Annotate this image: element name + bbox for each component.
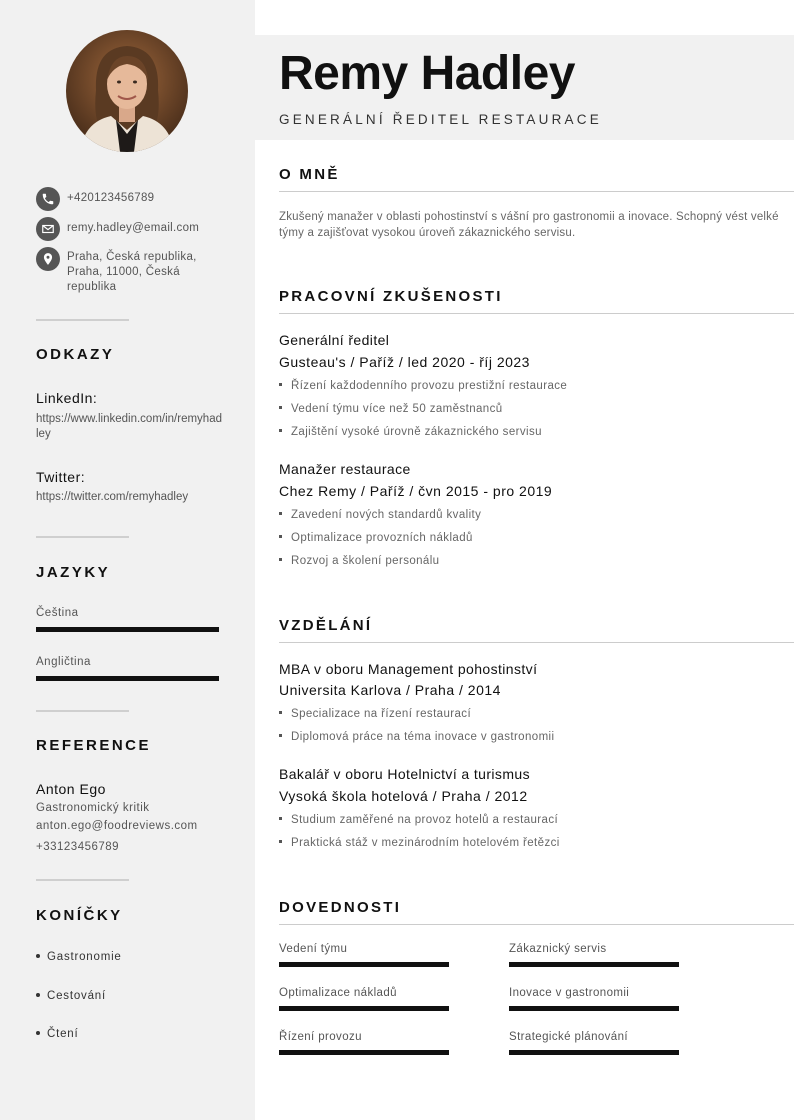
- bullet-text: Vedení týmu více než 50 zaměstnanců: [291, 403, 503, 415]
- education-degree: Bakalář v oboru Hotelnictví a turismus: [279, 766, 530, 782]
- bullet-text: Řízení každodenního provozu prestižní restaurace: [291, 380, 568, 392]
- section-rule: [279, 191, 794, 192]
- section-rule: [279, 642, 794, 643]
- twitter-label: Twitter:: [36, 469, 86, 485]
- bullet-dot: [279, 840, 282, 843]
- job-role: Manažer restaurace: [279, 461, 411, 477]
- about-heading: O MNĚ: [279, 166, 340, 183]
- contact-address: [36, 247, 207, 295]
- contact-email: [36, 217, 217, 241]
- job-bullet: [279, 380, 567, 392]
- linkedin-label: LinkedIn:: [36, 390, 98, 406]
- bullet-dot: [279, 817, 282, 820]
- bullet-text: Specializace na řízení restaurací: [291, 708, 472, 720]
- phone-icon: [36, 187, 60, 211]
- language-name: Angličtina: [36, 656, 91, 668]
- reference-role: Gastronomický kritik: [36, 802, 150, 814]
- job-bullet: [279, 532, 473, 544]
- hobby-item: [36, 990, 106, 1002]
- education-bullet: [279, 814, 558, 826]
- skill-name: Vedení týmu: [279, 943, 348, 955]
- languages-heading: JAZYKY: [36, 564, 111, 581]
- links-heading: ODKAZY: [36, 346, 115, 363]
- sidebar-divider: [36, 710, 129, 712]
- twitter-url[interactable]: https://twitter.com/remyhadley: [36, 491, 189, 503]
- skill-name: Inovace v gastronomii: [509, 987, 630, 999]
- skill-level-bar: [509, 1006, 679, 1011]
- bullet-dot: [279, 383, 282, 386]
- sidebar-divider: [36, 536, 129, 538]
- sidebar-divider: [36, 319, 129, 321]
- hobby-item: [36, 1028, 79, 1040]
- education-bullet: [279, 708, 471, 720]
- education-meta: Universita Karlova / Praha / 2014: [279, 682, 501, 698]
- skill-name: Optimalizace nákladů: [279, 987, 397, 999]
- skills-heading: DOVEDNOSTI: [279, 899, 402, 916]
- bullet-text: Rozvoj a školení personálu: [291, 555, 440, 567]
- language-name: Čeština: [36, 607, 79, 619]
- bullet-dot: [36, 954, 40, 958]
- bullet-dot: [279, 558, 282, 561]
- reference-heading: REFERENCE: [36, 737, 152, 754]
- job-role: Generální ředitel: [279, 332, 390, 348]
- education-heading: VZDĚLÁNÍ: [279, 617, 373, 634]
- bullet-dot: [279, 711, 282, 714]
- bullet-dot: [279, 734, 282, 737]
- skill-level-bar: [509, 1050, 679, 1055]
- bullet-text: Zajištění vysoké úrovně zákaznického servisu: [291, 426, 542, 438]
- job-bullet: [279, 555, 439, 567]
- bullet-dot: [279, 429, 282, 432]
- bullet-text: Diplomová práce na téma inovace v gastronomii: [291, 731, 555, 743]
- address-text: Praha, Česká republika, Praha, 11000, Česká republika: [67, 251, 197, 293]
- section-rule: [279, 313, 794, 314]
- job-meta: Chez Remy / Paříž / čvn 2015 - pro 2019: [279, 483, 553, 499]
- hobby-label: Čtení: [47, 1028, 79, 1040]
- job-bullet: [279, 509, 481, 521]
- bullet-dot: [279, 406, 282, 409]
- skill-level-bar: [279, 962, 449, 967]
- person-name: Remy Hadley: [279, 47, 575, 100]
- person-title: GENERÁLNÍ ŘEDITEL RESTAURACE: [279, 112, 602, 127]
- education-bullet: [279, 731, 554, 743]
- hobbies-heading: KONÍČKY: [36, 907, 123, 924]
- bullet-text: Praktická stáž v mezinárodním hotelovém řetězci: [291, 837, 560, 849]
- bullet-dot: [279, 535, 282, 538]
- bullet-text: Studium zaměřené na provoz hotelů a restaurací: [291, 814, 559, 826]
- bullet-dot: [36, 993, 40, 997]
- section-rule: [279, 924, 794, 925]
- avatar: [66, 30, 188, 152]
- phone-text: +420123456789: [67, 192, 155, 204]
- linkedin-url[interactable]: https://www.linkedin.com/in/remyhadley: [36, 413, 222, 440]
- bullet-text: Optimalizace provozních nákladů: [291, 532, 473, 544]
- language-level-bar: [36, 676, 219, 681]
- bullet-dot: [279, 512, 282, 515]
- education-meta: Vysoká škola hotelová / Praha / 2012: [279, 788, 528, 804]
- sidebar-divider: [36, 879, 129, 881]
- profile-photo: [66, 30, 188, 152]
- education-degree: MBA v oboru Management pohostinství: [279, 661, 538, 677]
- job-meta: Gusteau's / Paříž / led 2020 - říj 2023: [279, 354, 530, 370]
- education-bullet: [279, 837, 560, 849]
- reference-phone: +33123456789: [36, 841, 120, 853]
- envelope-icon: [36, 217, 60, 241]
- location-pin-icon: [36, 247, 60, 271]
- bullet-text: Zavedení nových standardů kvality: [291, 509, 482, 521]
- skill-name: Strategické plánování: [509, 1031, 628, 1043]
- skill-name: Řízení provozu: [279, 1031, 362, 1043]
- about-text: Zkušený manažer v oblasti pohostinství s vášní pro gastronomii a inovace. Schopný vést velké týmy a zajišťovat vysokou úroveň zákaznického servisu.: [279, 211, 779, 239]
- bullet-dot: [36, 1031, 40, 1035]
- skill-level-bar: [279, 1006, 449, 1011]
- contact-phone: [36, 187, 217, 211]
- job-bullet: [279, 426, 542, 438]
- reference-email[interactable]: anton.ego@foodreviews.com: [36, 820, 198, 832]
- email-text[interactable]: remy.hadley@email.com: [67, 222, 200, 234]
- skill-name: Zákaznický servis: [509, 943, 607, 955]
- hobby-item: [36, 951, 122, 963]
- skill-level-bar: [509, 962, 679, 967]
- hobby-label: Cestování: [47, 990, 106, 1002]
- job-bullet: [279, 403, 503, 415]
- skill-level-bar: [279, 1050, 449, 1055]
- hobby-label: Gastronomie: [47, 951, 122, 963]
- reference-name: Anton Ego: [36, 781, 106, 797]
- language-level-bar: [36, 627, 219, 632]
- experience-heading: PRACOVNÍ ZKUŠENOSTI: [279, 288, 503, 305]
